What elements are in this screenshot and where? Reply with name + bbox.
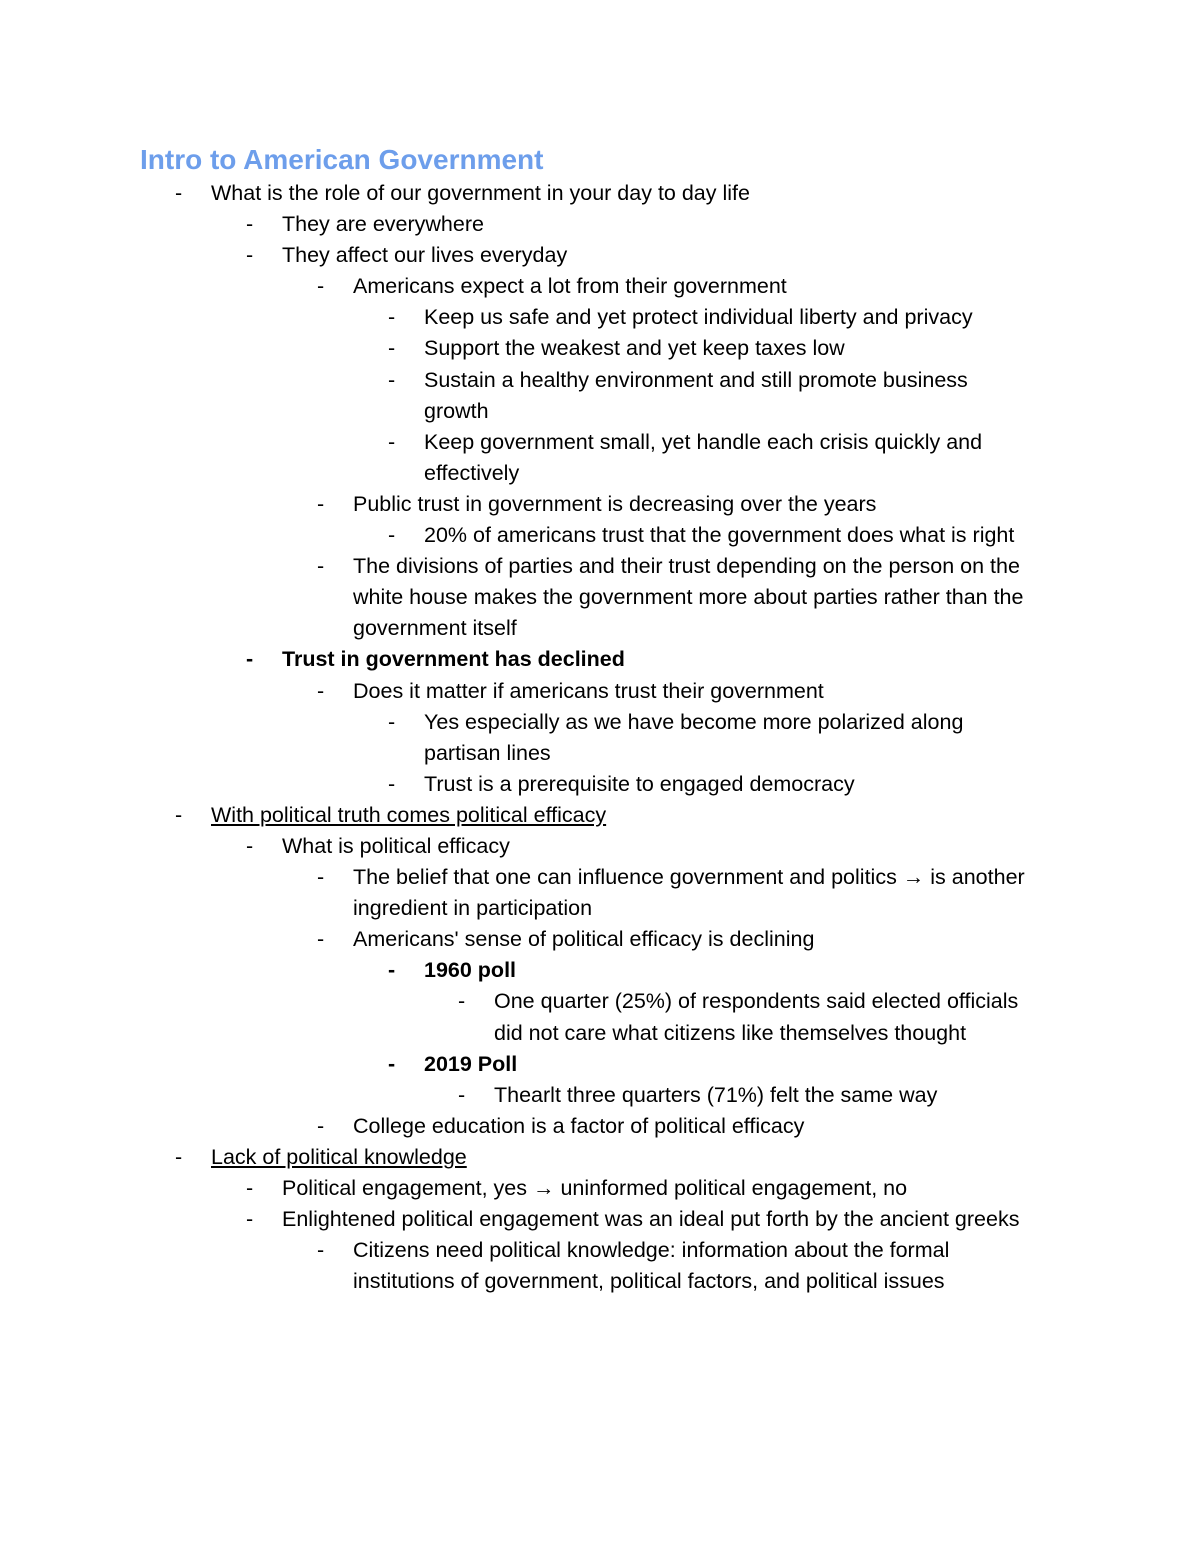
outline-item-text: 1960 poll: [424, 958, 517, 983]
bullet-dash: -: [246, 212, 254, 237]
outline-item: [0, 1111, 1200, 1142]
outline-item-text: Americans expect a lot from their government: [353, 274, 787, 299]
bullet-dash: -: [317, 554, 325, 579]
section-heading: [0, 1142, 1200, 1173]
outline-item-bold: [0, 644, 1200, 675]
outline-item-text: 2019 Poll: [424, 1051, 518, 1076]
outline-item-text: Yes especially as we have become more polarized along partisan lines: [424, 709, 964, 765]
outline-item: [0, 365, 1200, 427]
outline-item-text: Thearlt three quarters (71%) felt the same way: [494, 1082, 938, 1107]
outline-item: [0, 1204, 1200, 1235]
bullet-dash: -: [246, 1207, 254, 1232]
bullet-dash: -: [388, 336, 396, 361]
outline-item-text: Americans' sense of political efficacy is declining: [353, 927, 815, 952]
bullet-dash: -: [317, 865, 325, 890]
outline-item: [0, 489, 1200, 520]
bullet-dash: -: [175, 802, 183, 827]
outline-item-text: Sustain a healthy environment and still promote business growth: [424, 367, 968, 423]
outline-item: [0, 769, 1200, 800]
outline-item-text: Keep us safe and yet protect individual liberty and privacy: [424, 305, 973, 330]
bullet-dash: -: [317, 927, 325, 952]
bullet-dash: -: [175, 181, 183, 205]
section-heading-text: Lack of political knowledge: [211, 1144, 467, 1169]
outline-item: [0, 1173, 1200, 1204]
outline-item-text: Trust is a prerequisite to engaged democracy: [424, 771, 855, 796]
bullet-dash: -: [246, 833, 254, 858]
bullet-dash: -: [246, 1176, 254, 1200]
bullet-dash: -: [246, 243, 254, 268]
outline-item-text: What is political efficacy: [282, 833, 510, 858]
outline-item-text: Political engagement, yes → uninformed political engagement, no: [282, 1176, 908, 1200]
bullet-dash: -: [388, 429, 396, 454]
outline-item: [0, 209, 1200, 240]
outline-item-text: Public trust in government is decreasing over the years: [353, 491, 877, 516]
bullet-dash: -: [388, 523, 396, 548]
outline-item-text: One quarter (25%) of respondents said elected officials did not care what citizens like themselves thought: [494, 989, 1019, 1045]
outline-item: [0, 924, 1200, 955]
outline-item: [0, 302, 1200, 333]
outline-item-text: The divisions of parties and their trust depending on the person on the white house makes the government more about parties rather than the government itself: [353, 554, 1024, 641]
outline-item-text: They are everywhere: [282, 212, 484, 237]
outline-item: [0, 178, 1200, 209]
outline-item: [0, 427, 1200, 489]
bullet-dash: -: [317, 678, 325, 703]
outline-item-text: Does it matter if americans trust their government: [353, 678, 824, 703]
bullet-dash: -: [388, 958, 396, 983]
section-heading: [0, 800, 1200, 831]
outline-item: [0, 862, 1200, 924]
outline-item-bold: [0, 1049, 1200, 1080]
bullet-dash: -: [317, 491, 325, 516]
bullet-dash: -: [388, 1051, 396, 1076]
outline-item-bold: [0, 955, 1200, 986]
bullet-dash: -: [388, 367, 396, 392]
outline-item-text: Enlightened political engagement was an ideal put forth by the ancient greeks: [282, 1207, 1020, 1232]
document-title: Intro to American Government: [140, 144, 544, 175]
outline-item-text: Citizens need political knowledge: information about the formal institutions of government, political factors, and political issues: [353, 1238, 950, 1294]
bullet-dash: -: [317, 274, 325, 299]
outline-item: [0, 707, 1200, 769]
outline-item-text: Keep government small, yet handle each crisis quickly and effectively: [424, 429, 983, 485]
outline-item-text: Trust in government has declined: [282, 647, 625, 672]
outline-item-text: Support the weakest and yet keep taxes low: [424, 336, 845, 361]
outline-item: [0, 520, 1200, 551]
outline-item: [0, 676, 1200, 707]
outline-item-text: College education is a factor of political efficacy: [353, 1113, 805, 1138]
outline-item: [0, 1080, 1200, 1111]
outline-item: [0, 271, 1200, 302]
bullet-dash: -: [175, 1144, 183, 1169]
section-heading-text: With political truth comes political efficacy: [211, 802, 607, 827]
bullet-dash: -: [317, 1238, 325, 1263]
outline-item-text: What is the role of our government in your day to day life: [211, 181, 750, 205]
outline-item: [0, 1235, 1200, 1297]
outline-item-text: They affect our lives everyday: [282, 243, 568, 268]
outline-item-text: 20% of americans trust that the government does what is right: [424, 523, 1015, 548]
bullet-dash: -: [317, 1113, 325, 1138]
outline-item: [0, 986, 1200, 1048]
bullet-dash: -: [458, 1082, 466, 1107]
bullet-dash: -: [246, 647, 254, 672]
bullet-dash: -: [388, 771, 396, 796]
outline-item: [0, 831, 1200, 862]
outline-item: [0, 551, 1200, 644]
bullet-dash: -: [388, 305, 396, 330]
notes-outline: [0, 178, 1200, 1297]
outline-item: [0, 333, 1200, 364]
outline-item-text: The belief that one can influence government and politics → is another ingredient in participation: [353, 865, 1025, 921]
bullet-dash: -: [388, 709, 396, 734]
bullet-dash: -: [458, 989, 466, 1014]
outline-item: [0, 240, 1200, 271]
